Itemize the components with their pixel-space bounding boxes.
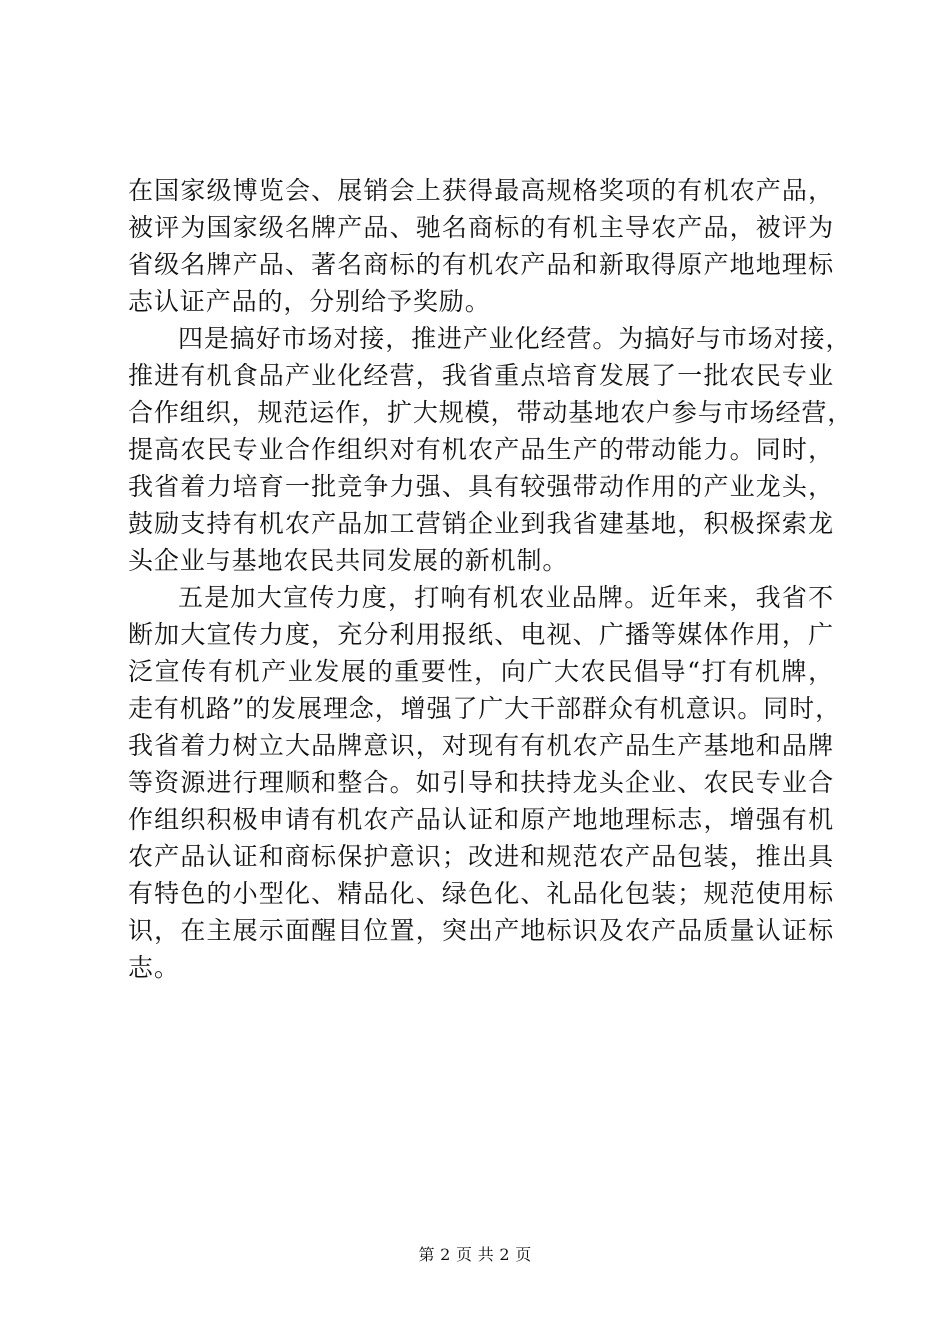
- text-line: 有特色的小型化、精品化、绿色化、礼品化包装；规范使用标: [128, 879, 834, 908]
- text-line: 农产品认证和商标保护意识；改进和规范农产品包装，推出具: [128, 842, 834, 871]
- text-line: 我省着力培育一批竞争力强、具有较强带动作用的产业龙头，: [128, 472, 834, 501]
- text-line: 作组织积极申请有机农产品认证和原产地地理标志，增强有机: [128, 805, 834, 834]
- text-line: 鼓励支持有机农产品加工营销企业到我省建基地，积极探索龙: [128, 509, 834, 538]
- text-line: 提高农民专业合作组织对有机农产品生产的带动能力。同时，: [128, 435, 834, 464]
- text-line: 志认证产品的，分别给予奖励。: [128, 287, 491, 316]
- text-line: 断加大宣传力度，充分利用报纸、电视、广播等媒体作用，广: [128, 620, 834, 649]
- text-line: 我省着力树立大品牌意识，对现有有机农产品生产基地和品牌: [128, 731, 834, 760]
- text-line: 被评为国家级名牌产品、驰名商标的有机主导农产品，被评为: [128, 213, 834, 242]
- text-line: 省级名牌产品、著名商标的有机农产品和新取得原产地地理标: [128, 250, 834, 279]
- text-line: 志。: [128, 953, 180, 982]
- text-line: 泛宣传有机产业发展的重要性，向广大农民倡导“打有机牌，: [128, 657, 834, 686]
- text-line: 头企业与基地农民共同发展的新机制。: [128, 546, 569, 575]
- paragraph-first-line: 五是加大宣传力度，打响有机农业品牌。近年来，我省不: [178, 583, 834, 612]
- paragraph-first-line: 四是搞好市场对接，推进产业化经营。为搞好与市场对接，: [178, 324, 852, 353]
- page-number-footer: 第 2 页 共 2 页: [418, 1245, 532, 1264]
- text-line: 等资源进行理顺和整合。如引导和扶持龙头企业、农民专业合: [128, 768, 834, 797]
- text-line: 合作组织，规范运作，扩大规模，带动基地农户参与市场经营，: [128, 398, 854, 427]
- text-line: 推进有机食品产业化经营，我省重点培育发展了一批农民专业: [128, 361, 834, 390]
- text-line: 走有机路”的发展理念，增强了广大干部群众有机意识。同时，: [128, 694, 841, 723]
- text-line: 在国家级博览会、展销会上获得最高规格奖项的有机农产品，: [128, 176, 834, 205]
- document-body: [128, 172, 854, 986]
- text-line: 识，在主展示面醒目位置，突出产地标识及农产品质量认证标: [128, 916, 834, 945]
